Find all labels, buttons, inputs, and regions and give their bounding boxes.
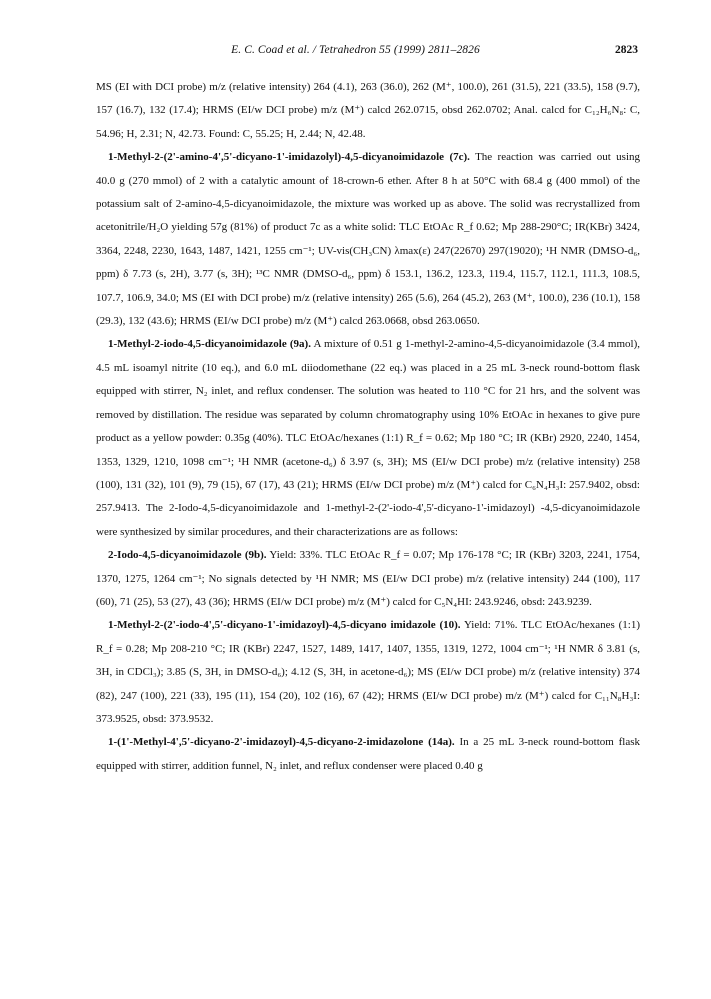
paragraph-ms-data [96,76,640,146]
running-header [0,44,711,64]
paragraph-text: A mixture of 0.51 g 1-methyl-2-amino-4,5-dicyanoimidazole (3.4 mmol), 4.5 mL isoamyl nitrite (10 eq.), and 6.0 mL diiodomethane (22 eq.) was placed in a 25 mL 3-neck round-bottom flask equipped with stirrer, N₂ inlet, and reflux condenser. The solution was heated to 110 °C for 21 hrs, and the solvent was removed by distillation. The residue was separated by column chromatography using 10% EtOAc in hexanes to give pure product as a yellow powder: 0.35g (40%). TLC EtOAc/hexanes (1:1) R_f = 0.62; Mp 180 °C; IR (KBr) 2920, 2240, 1454, 1353, 1329, 1210, 1098 cm⁻¹; ¹H NMR (acetone-d₆) δ 3.97 (s, 3H); MS (EI/w DCI probe) m/z (relative intensity) 258 (100), 131 (32), 101 (9), 79 (15), 67 (17), 43 (21); HRMS (EI/w DCI probe) m/z (M⁺) calcd for C₆N₄H₃I: 257.9402, obsd: 257.9413. The 2-Iodo-4,5-dicyanoimidazole and 1-methyl-2-(2'-iodo-4',5'-dicyano-1'-imidazoyl) -4,5-dicyanoimidazole were synthesized by similar procedures, and their characterizations are as follows: [96,338,641,538]
compound-heading: 1-Methyl-2-iodo-4,5-dicyanoimidazole (9a). [108,338,311,351]
paragraph-compound-9a [96,333,640,544]
compound-heading: 1-Methyl-2-(2'-amino-4',5'-dicyano-1'-imidazolyl)-4,5-dicyanoimidazole (7c). [108,151,470,164]
paragraph-compound-10 [96,614,640,731]
paragraph-compound-9b [96,544,640,614]
page-number: 2823 [615,44,638,56]
paragraph-text: MS (EI with DCI probe) m/z (relative intensity) 264 (4.1), 263 (36.0), 262 (M⁺, 100.0), 261 (31.5), 221 (33.5), 158 (9.7), 157 (16.7), 132 (17.4); HRMS (EI/w DCI probe) m/z (M⁺) calcd 262.0715, obsd 262.0702; Anal. calcd for C₁₂H₆N₈: C, 54.96; H, 2.31; N, 42.73. Found: C, 55.25; H, 2.44; N, 42.48. [96,81,640,140]
compound-heading: 1-(1'-Methyl-4',5'-dicyano-2'-imidazoyl)-4,5-dicyano-2-imidazolone (14a). [108,736,455,749]
compound-heading: 1-Methyl-2-(2'-iodo-4',5'-dicyano-1'-imidazoyl)-4,5-dicyano imidazole (10). [108,619,461,632]
paragraph-compound-14a [96,731,640,778]
compound-heading: 2-Iodo-4,5-dicyanoimidazole (9b). [108,549,267,562]
paragraph-text: The reaction was carried out using 40.0 g (270 mmol) of 2 with a catalytic amount of 18-crown-6 ether. After 8 h at 50°C with 68.4 g (400 mmol) of the potassium salt of 2-amino-4,5-dicyanoimidazole, the mixture was worked up as above. The solid was recrystallized from acetonitrile/H₂O yielding 57g (81%) of product 7c as a white solid: TLC EtOAc R_f 0.62; Mp 288-290°C; IR(KBr) 3424, 3364, 2248, 2230, 1643, 1487, 1421, 1255 cm⁻¹; UV-vis(CH₃CN) λmax(ε) 247(22670) 297(19020); ¹H NMR (DMSO-d₆, ppm) δ 7.73 (s, 2H), 3.77 (s, 3H); ¹³C NMR (DMSO-d₆, ppm) δ 153.1, 136.2, 123.3, 119.4, 115.7, 112.1, 111.3, 108.5, 107.7, 106.9, 34.0; MS (EI with DCI probe) m/z (relative intensity) 265 (5.6), 264 (45.2), 263 (M⁺, 100.0), 236 (10.1), 158 (29.3), 132 (43.6); HRMS (EI/w DCI probe) m/z (M⁺) calcd 263.0668, obsd 263.0650. [96,151,640,328]
paragraph-compound-7c [96,146,640,333]
paragraph-text: Yield: 71%. TLC EtOAc/hexanes (1:1) R_f = 0.28; Mp 208-210 °C; IR (KBr) 2247, 1527, 1489, 1417, 1407, 1355, 1319, 1272, 1004 cm⁻¹; ¹H NMR δ 3.81 (s, 3H, in CDCl₃); 3.85 (S, 3H, in DMSO-d₆); 4.12 (S, 3H, in acetone-d₆); MS (EI/w DCI probe) m/z (relative intensity) 374 (82), 247 (100), 221 (33), 195 (11), 154 (20), 102 (16), 67 (42); HRMS (EI/w DCI probe) m/z (M⁺) calcd for C₁₁N₈H₃I: 373.9525, obsd: 373.9532. [96,619,640,725]
paragraph-text: Yield: 33%. TLC EtOAc R_f = 0.07; Mp 176-178 °C; IR (KBr) 3203, 2241, 1754, 1370, 1275, 1264 cm⁻¹; No signals detected by ¹H NMR; MS (EI/w DCI probe) m/z (relative intensity) 244 (100), 117 (60), 71 (25), 53 (27), 43 (36); HRMS (EI/w DCI probe) m/z (M⁺) calcd for C₅N₄HI: 243.9246, obsd: 243.9239. [96,549,640,608]
paragraph-text: In a 25 mL 3-neck round-bottom flask equipped with stirrer, addition funnel, N₂ inlet, and reflux condenser were placed 0.40 g [96,736,640,772]
body-text [96,76,640,778]
running-head: E. C. Coad et al. / Tetrahedron 55 (1999) 2811–2826 [231,44,480,56]
